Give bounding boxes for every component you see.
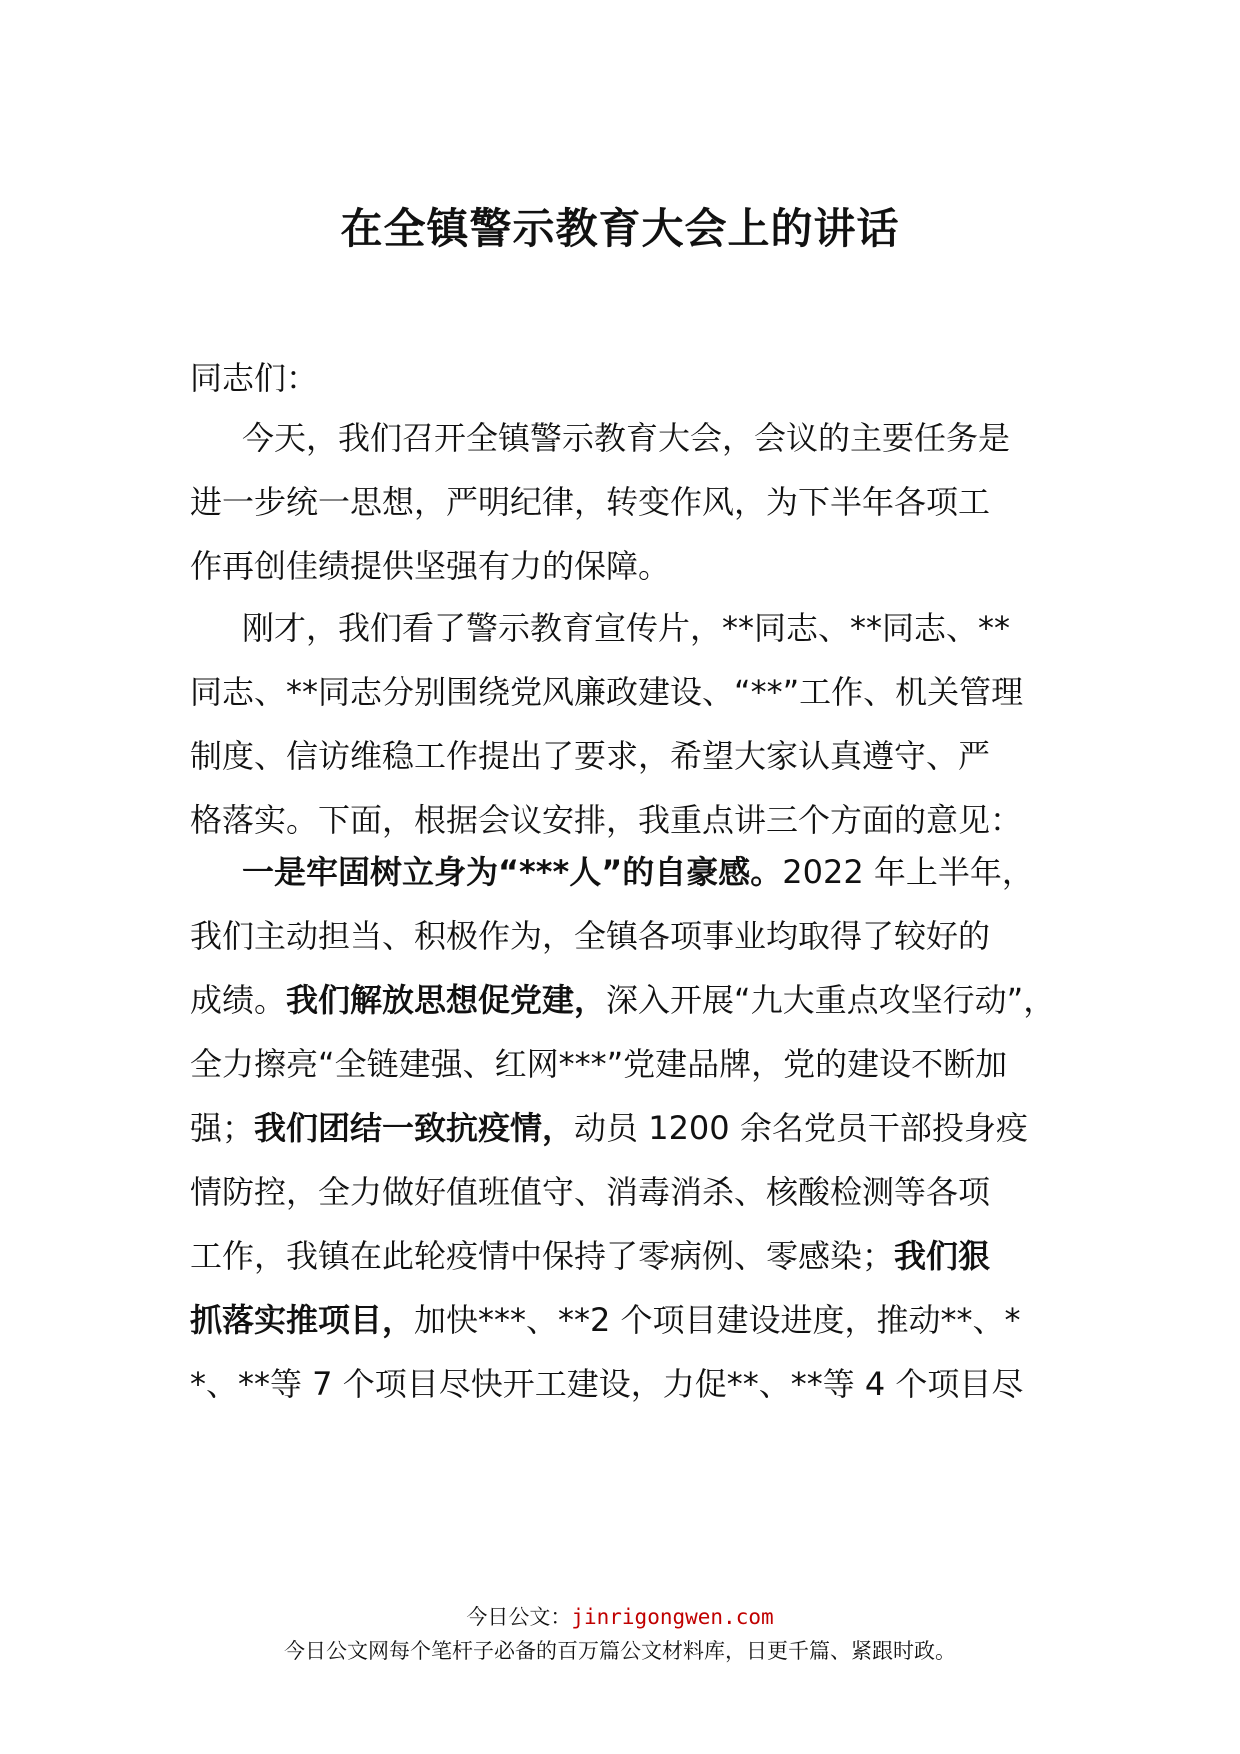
text-run: 加快***、**2 个项目建设进度，推动**、* [414, 1301, 1021, 1339]
paragraph-line: 作再创佳绩提供坚强有力的保障。 [190, 547, 671, 585]
salutation-line: 同志们： [190, 359, 319, 397]
emphasis-text: 抓落实推项目， [190, 1301, 415, 1339]
paragraph-line: 进一步统一思想，严明纪律，转变作风，为下半年各项工 [190, 483, 991, 521]
document-title: 在全镇警示教育大会上的讲话 [340, 204, 900, 253]
paragraph-3 [190, 840, 1060, 1416]
paragraph-line: 刚才，我们看了警示教育宣传片，**同志、**同志、** [242, 609, 1011, 647]
text-run: 工作，我镇在此轮疫情中保持了零病例、零感染； [190, 1237, 895, 1275]
emphasis-text: 我们解放思想促党建， [286, 981, 607, 1019]
paragraph-line: 我们主动担当、积极作为，全镇各项事业均取得了较好的 [190, 917, 991, 955]
text-run: 强； [190, 1109, 255, 1147]
paragraph-line [190, 968, 1060, 1032]
text-run: 动员 1200 余名党员干部投身疫 [574, 1109, 1028, 1147]
paragraph-line: 制度、信访维稳工作提出了要求，希望大家认真遵守、严 [190, 737, 991, 775]
footer-label: 今日公文： [466, 1605, 572, 1629]
paragraph-line [190, 840, 1060, 904]
emphasis-text: 我们团结一致抗疫情， [254, 1109, 575, 1147]
emphasis-text: 我们狠 [894, 1237, 991, 1275]
paragraph-line: 今天，我们召开全镇警示教育大会，会议的主要任务是 [242, 419, 1011, 457]
paragraph-2 [190, 596, 1060, 852]
paragraph-line [190, 1096, 1060, 1160]
paragraph-line [190, 1224, 1060, 1288]
salutation [190, 346, 1060, 410]
paragraph-line [190, 1288, 1060, 1352]
emphasis-heading: 一是牢固树立身为“***人”的自豪感。 [242, 853, 783, 891]
paragraph-line: 格落实。下面，根据会议安排，我重点讲三个方面的意见： [190, 801, 1023, 839]
footer-url-link[interactable]: jinrigongwen.com [571, 1605, 774, 1629]
paragraph-line: 同志、**同志分别围绕党风廉政建设、“**”工作、机关管理 [190, 673, 1024, 711]
text-run: 成绩。 [190, 981, 287, 1019]
text-run: 深入开展“九大重点攻坚行动”， [606, 981, 1056, 1019]
paragraph-1 [190, 406, 1060, 598]
footer-slogan: 今日公文网每个笔杆子必备的百万篇公文材料库，日更千篇、紧跟时政。 [284, 1639, 956, 1663]
footer-site [0, 1602, 1240, 1632]
paragraph-line: 全力擦亮“全链建强、红网***”党建品牌，党的建设不断加 [190, 1045, 1008, 1083]
text-run: 2022 年上半年， [782, 853, 1034, 891]
paragraph-line: 情防控，全力做好值班值守、消毒消杀、核酸检测等各项 [190, 1173, 991, 1211]
paragraph-line: *、**等 7 个项目尽快开工建设，力促**、**等 4 个项目尽 [190, 1365, 1024, 1403]
